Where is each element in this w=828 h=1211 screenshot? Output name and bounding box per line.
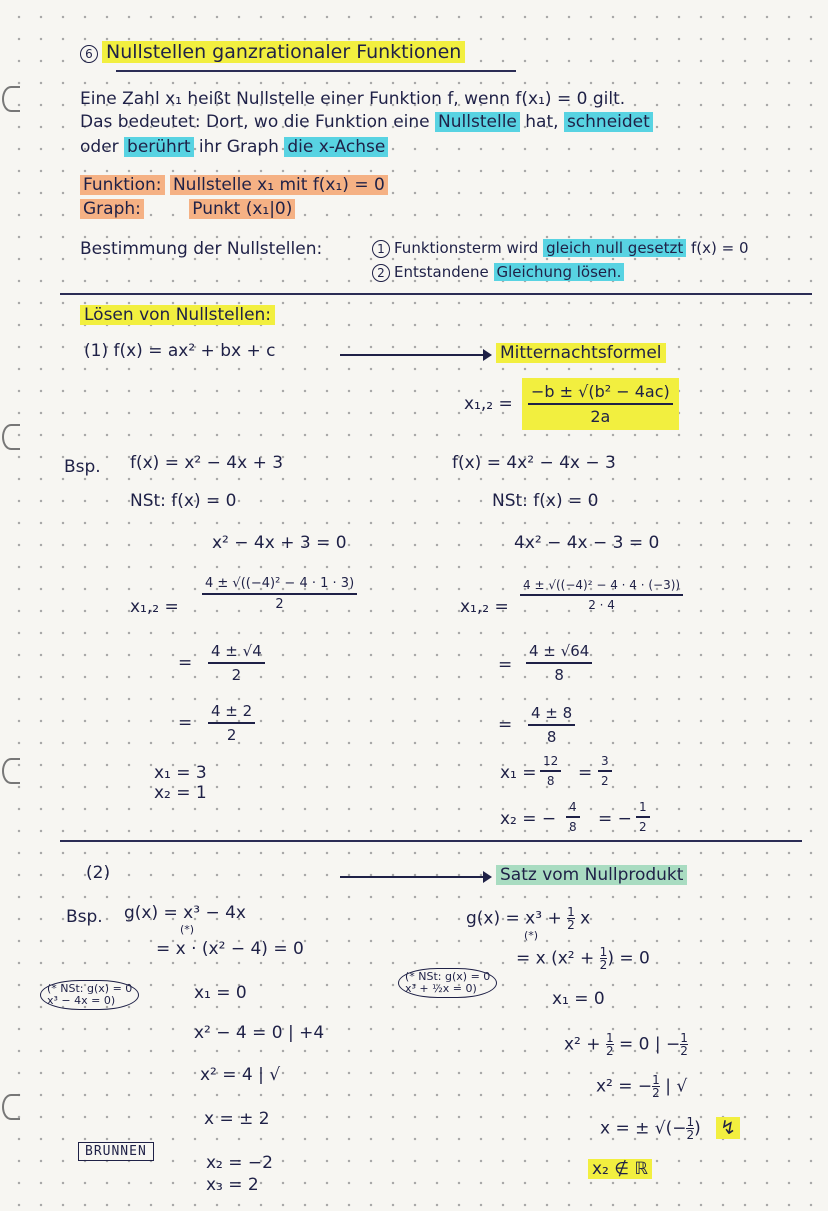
fraction-bar (566, 816, 580, 818)
fraction-bar (208, 722, 255, 724)
step-text: Funktionsterm wird (394, 239, 544, 257)
line-text: x² + (564, 1034, 606, 1055)
highlight-gleichung: Gleichung lösen. (494, 263, 625, 281)
fraction-denominator: 2 (686, 1128, 695, 1142)
summary-graph-value: Punkt (x₁|0) (189, 199, 295, 219)
fraction-denominator: 2 (567, 918, 575, 932)
fraction-numerator: 4 ± 8 (531, 704, 573, 722)
section-divider (60, 293, 812, 295)
fraction-numerator: 4 ± 2 (211, 702, 253, 720)
example-1-bsp: Bsp. (64, 457, 101, 477)
fraction-bar (528, 724, 575, 726)
intro-line-3 (80, 138, 388, 158)
section-title-text: Lösen von Nullstellen: (80, 305, 275, 325)
example-1-fraction-3 (208, 702, 255, 744)
inline-fraction (680, 1032, 688, 1057)
line-text: = 0 | − (613, 1034, 681, 1055)
method-mitternachtsformel: Mitternachtsformel (496, 343, 666, 363)
example-3-x1: x₁ = 0 (194, 983, 247, 1003)
example-3-line-2: x² = 4 | √ (200, 1065, 281, 1085)
fraction-bar (520, 594, 683, 596)
example-2-lhs: x₁,₂ = (460, 597, 509, 617)
inline-fraction (652, 1074, 660, 1099)
binder-ring (2, 86, 20, 112)
example-3-line-1: x² − 4 = 0 | +4 (194, 1023, 325, 1043)
factor-text: = x (x² + (516, 948, 600, 969)
line-text: x² = − (596, 1076, 653, 1097)
arrow-right (340, 354, 490, 356)
summary-funktion (80, 176, 388, 196)
example-1-fraction-2 (208, 642, 265, 684)
example-4-line-2 (596, 1074, 687, 1099)
binder-ring (2, 1094, 20, 1120)
example-2-fraction-3 (528, 704, 575, 746)
summary-graph-label: Graph: (80, 199, 144, 219)
example-3-factor: = x · (x² − 4) = 0 (156, 939, 304, 959)
example-4-function (466, 906, 590, 931)
result-no-real-solution: x₂ ∉ ℝ (588, 1159, 652, 1179)
fraction-denominator: 2 · 4 (588, 597, 615, 612)
example-2-x2-result (636, 800, 650, 834)
example-2-fraction-2 (526, 642, 592, 684)
example-2-equation: 4x² − 4x − 3 = 0 (514, 533, 660, 553)
formula-lhs: x₁,₂ = (464, 394, 513, 414)
inline-fraction (686, 1116, 694, 1141)
fraction-bar (528, 403, 673, 405)
fraction-bar (598, 770, 612, 772)
intro-text: oder (80, 137, 125, 157)
hint-line: (* NSt: g(x) = 0 (47, 982, 133, 995)
brunnen-logo: BRUNNEN (78, 1142, 154, 1161)
example-2-fraction-1 (520, 578, 683, 612)
summary-graph (80, 200, 295, 220)
section-title (80, 306, 275, 326)
example-1-lhs: x₁,₂ = (130, 597, 179, 617)
example-2-x2-fraction (566, 800, 580, 834)
title-underline (116, 70, 516, 72)
fraction-denominator: 8 (546, 727, 557, 746)
inline-fraction (567, 906, 575, 931)
function-text: x (574, 908, 591, 929)
bestimmung-step-1 (372, 240, 749, 258)
fraction-numerator: 1 (599, 945, 608, 959)
highlight-beruehrt: berührt (124, 137, 193, 157)
hint-line: x³ + ½x = 0) (405, 982, 477, 996)
example-1-fraction-1 (202, 576, 357, 612)
fraction-bar (636, 816, 650, 818)
example-4-star: (*) (524, 929, 539, 942)
example-1-function: f(x) = x² − 4x + 3 (130, 453, 284, 473)
formula-numerator: −b ± √(b² − 4ac) (531, 382, 670, 401)
contradiction-icon: ↯ (716, 1117, 740, 1139)
equals-sign: = (498, 715, 513, 735)
fraction-denominator: 2 (599, 958, 608, 972)
fraction-numerator: 1 (680, 1031, 688, 1045)
example-2-x1-fraction (540, 754, 561, 788)
example-4-factor (516, 946, 650, 971)
equals-sign: = (498, 655, 513, 675)
fraction-denominator: 8 (546, 773, 555, 788)
case-1-method (496, 344, 666, 364)
fraction-denominator: 2 (639, 819, 647, 834)
intro-text: ihr Graph (193, 137, 285, 157)
example-2-function: f(x) = 4x² − 4x − 3 (452, 453, 616, 473)
fraction-numerator: 1 (686, 1115, 695, 1129)
fraction-denominator: 2 (601, 773, 609, 788)
step-number-circle: 2 (372, 264, 390, 282)
example-2-x2-lhs: x₂ = − (500, 809, 557, 829)
fraction-denominator: 2 (652, 1086, 660, 1100)
arrow-right (340, 876, 490, 878)
line-text: x = ± √(− (600, 1118, 687, 1139)
bestimmung-step-2 (372, 264, 624, 282)
fraction-numerator: 4 (569, 800, 577, 814)
section-divider (60, 840, 802, 842)
fraction-bar (540, 770, 561, 772)
example-3-line-3: x = ± 2 (204, 1109, 270, 1129)
factor-text: ) = 0 (607, 948, 650, 969)
fraction-denominator: 2 (226, 725, 237, 744)
example-3-x3: x₃ = 2 (206, 1175, 259, 1195)
example-1-equation: x² − 4x + 3 = 0 (212, 533, 347, 553)
formula-denominator: 2a (590, 406, 611, 426)
line-text: | √ (659, 1076, 688, 1097)
example-2-x1-result (598, 754, 612, 788)
fraction-bar (202, 593, 357, 595)
equals-sign: = (178, 653, 193, 673)
fraction-denominator: 8 (554, 665, 564, 684)
case-1-label: (1) f(x) = ax² + bx + c (84, 341, 276, 361)
example-2-x1-eq: = (578, 763, 593, 783)
fraction-denominator: 8 (569, 819, 577, 834)
intro-line-2 (80, 113, 653, 133)
example-4-line-1 (564, 1032, 688, 1057)
case-2-method (496, 866, 687, 886)
fraction-numerator: 1 (567, 905, 575, 919)
equals-sign: = (178, 713, 193, 733)
highlight-x-achse: die x-Achse (284, 137, 388, 157)
example-2-x2-eq: = − (598, 809, 632, 829)
example-4-line-3 (600, 1116, 740, 1141)
highlight-schneidet: schneidet (564, 112, 653, 132)
page-title-row (80, 42, 465, 64)
example-4-hint (398, 968, 497, 998)
bestimmung-label: Bestimmung der Nullstellen: (80, 239, 323, 259)
fraction-numerator: 12 (543, 754, 559, 768)
highlight-gleich-null: gleich null gesetzt (543, 239, 686, 257)
binder-ring (2, 424, 20, 450)
binder-ring (2, 758, 20, 784)
title-number-circle: 6 (80, 45, 98, 63)
fraction-bar (208, 662, 265, 664)
example-3-function: g(x) = x³ − 4x (124, 903, 246, 923)
example-3-x2: x₂ = −2 (206, 1153, 273, 1173)
function-text: g(x) = x³ + (466, 908, 568, 929)
step-text: Entstandene (394, 263, 494, 281)
example-3-bsp: Bsp. (66, 907, 103, 927)
step-text: f(x) = 0 (686, 239, 749, 257)
fraction-numerator: 4 ± √((−4)² − 4 · 4 · (−3)) (523, 578, 681, 592)
case-2-label: (2) (86, 863, 111, 883)
hint-line: (* NSt: g(x) = 0 (405, 970, 491, 983)
intro-text: Das bedeutet: Dort, wo die Funktion eine (80, 112, 436, 132)
intro-line-1: Eine Zahl x₁ heißt Nullstelle einer Funktion f, wenn f(x₁) = 0 gilt. (80, 89, 626, 109)
example-4-result (588, 1160, 652, 1180)
fraction-denominator: 2 (605, 1044, 614, 1058)
fraction-numerator: 1 (652, 1073, 660, 1087)
fraction-numerator: 1 (639, 800, 647, 814)
fraction-numerator: 1 (605, 1031, 614, 1045)
hint-line: x³ − 4x = 0) (47, 994, 116, 1008)
method-satz-vom-nullprodukt: Satz vom Nullprodukt (496, 865, 687, 885)
example-1-x2: x₂ = 1 (154, 783, 207, 803)
page-title: Nullstellen ganzrationaler Funktionen (102, 41, 465, 63)
summary-funktion-label: Funktion: (80, 175, 165, 195)
fraction-bar (526, 662, 592, 664)
inline-fraction (606, 1032, 614, 1057)
fraction-denominator: 2 (231, 665, 242, 684)
summary-funktion-value: Nullstelle x₁ mit f(x₁) = 0 (170, 175, 388, 195)
intro-text: hat, (519, 112, 564, 132)
fraction-denominator: 2 (680, 1044, 688, 1058)
highlight-nullstelle: Nullstelle (435, 112, 520, 132)
fraction-numerator: 4 ± √((−4)² − 4 · 1 · 3) (205, 576, 355, 591)
example-1-x1: x₁ = 3 (154, 763, 207, 783)
fraction-numerator: 4 ± √64 (529, 642, 590, 660)
example-1-nst: NSt: f(x) = 0 (130, 491, 237, 511)
fraction-numerator: 3 (601, 754, 609, 768)
example-2-nst: NSt: f(x) = 0 (492, 491, 599, 511)
example-4-x1: x₁ = 0 (552, 989, 605, 1009)
line-text: ) (694, 1118, 701, 1139)
example-2-x1-lhs: x₁ = (500, 763, 537, 783)
step-number-circle: 1 (372, 240, 390, 258)
mitternachtsformel-fraction (522, 378, 679, 430)
fraction-numerator: 4 ± √4 (211, 642, 262, 660)
fraction-denominator: 2 (275, 596, 284, 612)
example-3-hint (40, 980, 139, 1010)
example-3-star: (*) (180, 923, 195, 936)
